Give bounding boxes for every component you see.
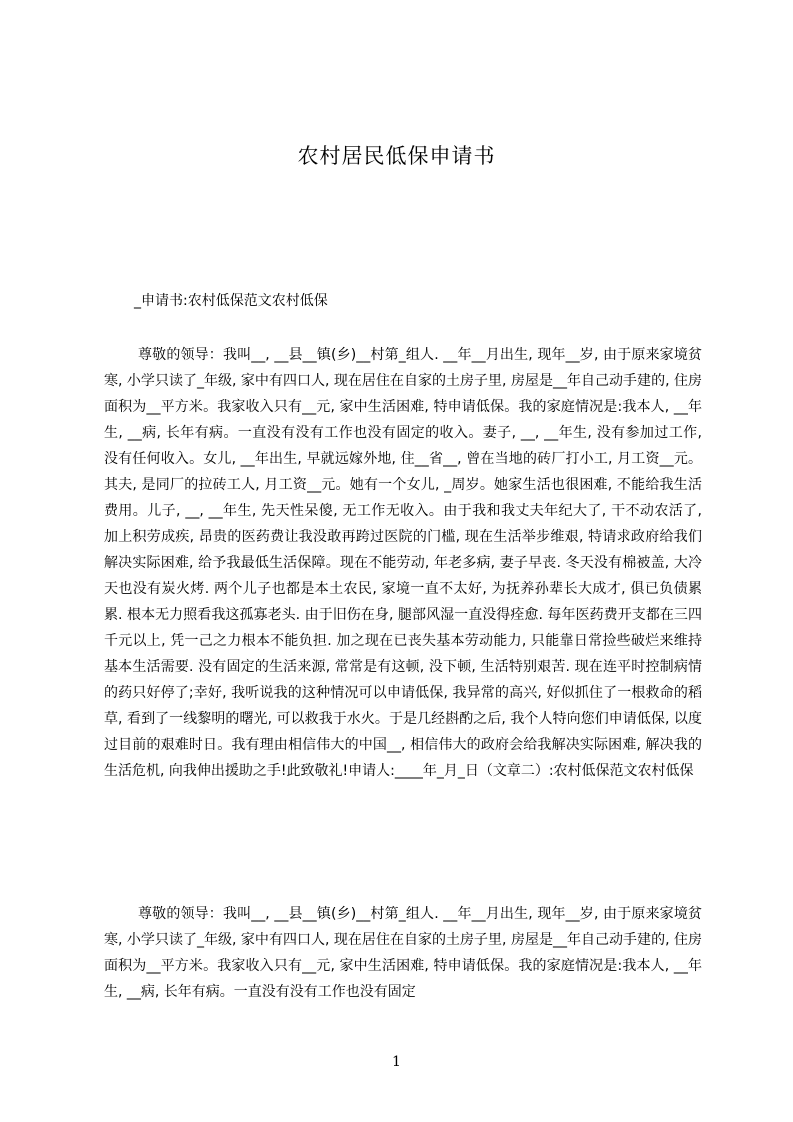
body-paragraph: 尊敬的领导：我叫__, __县__镇(乡)__村第_组人. __年__月出生, 现年__岁, 由于原来家境贫寒, 小学只读了_年级, 家中有四口人, 现在居住在自家的土房子里, 房屋是__年自己动手建的, 住房面积为__平方米。我家收入只有__元, 家中生活困难, 特申请低保。我的家庭情况是:我本人, __年生, __病, 长年有病。一直没有没有工作也没有固定的收入。妻子, __, __年生, 没有参加过工作, 没有任何收入。女儿, __年出生, 早就远嫁外地, 住__省__, 曾在当地的砖厂打小工, 月工资__元。其夫, 是同厂的拉砖工人, 月工资__元。她有一个女儿, _周岁。她家生活也很困难, 不能给我生活费用。儿子, __, __年生, 先天性呆傻, 无工作无收入。由于我和我丈夫年纪大了, 干不动农活了, 加上积劳成疾, 昂贵的医药费让我没敢再跨过医院的门槛, 现在生活举步维艰, 特请求政府给我们解决实际困难, 给予我最低生活保障。现在不能劳动, 年老多病, 妻子早丧. 冬天没有棉被盖, 大冷天也没有炭火烤. 两个儿子也都是本土农民, 家境一直不太好, 为抚养孙辈长大成才, 俱已负债累累. 根本无力照看我这孤寡老头. 由于旧伤在身, 腿部风湿一直没得痊愈. 每年医药费开支都在三四千元以上, 凭一己之力根本不能负担. 加之现在已丧失基本劳动能力, 只能靠日常捡些破烂来维持基本生活需要. 没有固定的生活来源, 常常是有这顿, 没下顿, 生活特别艰苦. 现在连平时控制病情的药只好停了;幸好, 我听说我的这种情况可以申请低保, 我异常的高兴, 好似抓住了一根救命的稻草, 看到了一线黎明的曙光, 可以救我于水火。于是几经斟酌之后, 我个人特向您们申请低保, 以度过目前的艰难时日。我有理由相信伟大的中国__, 相信伟大的政府会给我解决实际困难, 解决我的生活危机, 向我伸出援助之手!此致敬礼!申请人:____年_月_日（文章二）:农村低保范文农村低保 bbox=[104, 347, 702, 779]
page-title: 农村居民低保申请书 bbox=[297, 144, 496, 168]
document-subtitle: _申请书:农村低保范文农村低保 bbox=[134, 293, 328, 309]
page-number: 1 bbox=[392, 1054, 401, 1070]
body-paragraph: 尊敬的领导：我叫__, __县__镇(乡)__村第_组人. __年__月出生, 现年__岁, 由于原来家境贫寒, 小学只读了_年级, 家中有四口人, 现在居住在自家的土房子里, 房屋是__年自己动手建的, 住房面积为__平方米。我家收入只有__元, 家中生活困难, 特申请低保。我的家庭情况是:我本人, __年生, __病, 长年有病。一直没有没有工作也没有固定 bbox=[104, 906, 702, 1000]
